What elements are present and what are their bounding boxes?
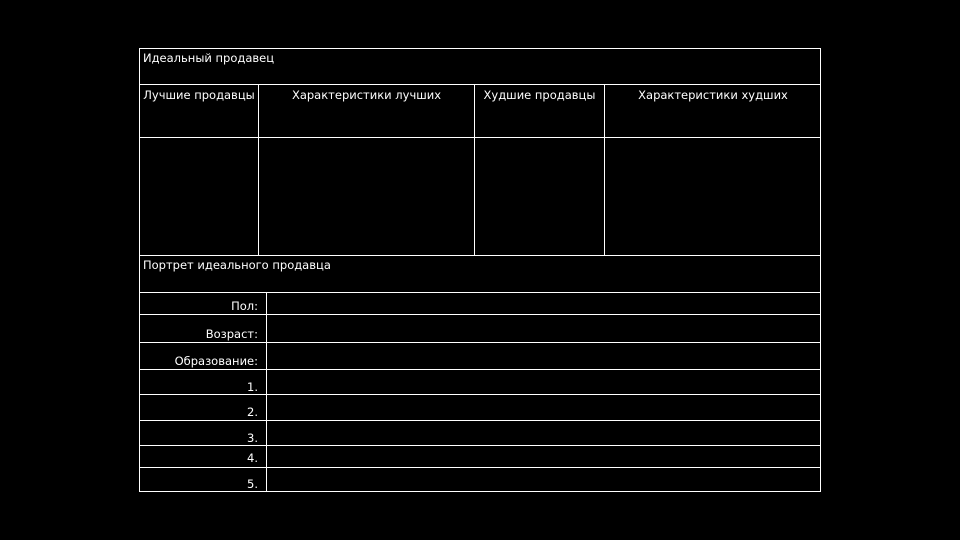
- title-row-divider: [139, 84, 821, 85]
- column-header-best-sellers: Лучшие продавцы: [143, 88, 255, 102]
- value-item-2[interactable]: [267, 395, 820, 420]
- worst-sellers-cell[interactable]: [475, 138, 604, 255]
- label-item-2: 2.: [247, 405, 258, 419]
- value-gender[interactable]: [267, 293, 820, 314]
- column-header-worst-sellers: Худшие продавцы: [483, 88, 596, 102]
- value-age[interactable]: [267, 315, 820, 342]
- label-age: Возраст:: [205, 327, 258, 341]
- column-header-best-traits: Характеристики лучших: [291, 88, 442, 102]
- table-title: Идеальный продавец: [143, 51, 275, 65]
- body-row-divider: [139, 255, 821, 256]
- value-item-4[interactable]: [267, 446, 820, 467]
- portrait-title: Портрет идеального продавца: [143, 258, 331, 272]
- column-header-worst-traits: Характеристики худших: [638, 88, 788, 102]
- best-sellers-cell[interactable]: [140, 138, 258, 255]
- value-education[interactable]: [267, 343, 820, 369]
- label-item-5: 5.: [247, 477, 258, 491]
- label-gender: Пол:: [231, 299, 258, 313]
- value-item-5[interactable]: [267, 468, 820, 491]
- label-item-3: 3.: [247, 431, 258, 445]
- value-item-3[interactable]: [267, 421, 820, 445]
- label-item-1: 1.: [247, 380, 258, 394]
- worst-traits-cell[interactable]: [605, 138, 820, 255]
- value-item-1[interactable]: [267, 370, 820, 394]
- label-education: Образование:: [174, 354, 258, 368]
- label-item-4: 4.: [247, 451, 258, 465]
- best-traits-cell[interactable]: [259, 138, 474, 255]
